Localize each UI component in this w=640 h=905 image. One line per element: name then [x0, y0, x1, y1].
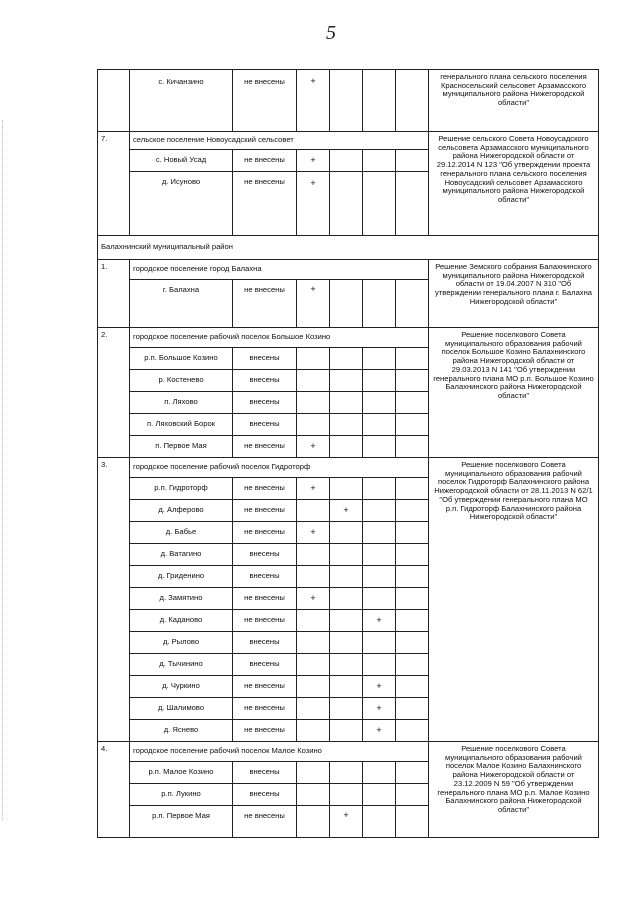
mark: +: [297, 150, 330, 172]
settlement-name: д. Алферово: [130, 500, 233, 522]
settlement-name: с. Кичанзино: [130, 70, 233, 132]
table-row: [98, 458, 599, 478]
changes-status: не внесены: [233, 280, 297, 328]
changes-status: не внесены: [233, 172, 297, 236]
changes-status: не внесены: [233, 588, 297, 610]
mark: +: [297, 172, 330, 236]
changes-status: не внесены: [233, 436, 297, 458]
mark: +: [363, 698, 396, 720]
mark: +: [363, 676, 396, 698]
settlement-name: д. Рылово: [130, 632, 233, 654]
changes-status: не внесены: [233, 806, 297, 838]
page-number: 5: [326, 22, 336, 44]
settlement-name: п. Ляхово: [130, 392, 233, 414]
decision-text: генерального плана сельского поселения Красносельский сельсовет Арзамасского муниципального района Нижегородской области": [429, 70, 599, 132]
row-number: 2.: [98, 328, 130, 458]
mark: +: [363, 720, 396, 742]
mark: +: [330, 806, 363, 838]
district-name: Балахнинский муниципальный район: [98, 236, 599, 260]
settlement-name: р.п. Гидроторф: [130, 478, 233, 500]
changes-status: внесены: [233, 348, 297, 370]
settlement-group-name: городское поселение рабочий поселок Большое Козино: [130, 328, 429, 348]
settlement-name: д. Каданово: [130, 610, 233, 632]
decision-text: Решение поселкового Совета муниципального образования рабочий поселок Малое Козино Балахнинского района Нижегородской области от 23.12.2009 N 59 "Об утверждении генерального плана МО р.п. Малое Козино Балахнинского района Нижегородской области": [429, 742, 599, 838]
settlement-name: р.п. Лукино: [130, 784, 233, 806]
table-row: [98, 236, 599, 260]
changes-status: внесены: [233, 566, 297, 588]
decision-text: Решение сельского Совета Новоусадского сельсовета Арзамасского муниципального района Нижегородской области от 29.12.2014 N 123 "Об утверждении проекта генерального плана сельского поселения Новоусадский сельсовет Арзамасского муниципального района Нижегородской области": [429, 132, 599, 236]
row-number: 1.: [98, 260, 130, 328]
changes-status: внесены: [233, 414, 297, 436]
settlement-group-name: городское поселение город Балахна: [130, 260, 429, 280]
table-row: [98, 260, 599, 280]
row-number: 3.: [98, 458, 130, 742]
changes-status: внесены: [233, 370, 297, 392]
changes-status: не внесены: [233, 610, 297, 632]
decision-text: Решение Земского собрания Балахнинского муниципального района Нижегородской области от 19.04.2007 N 310 "Об утверждении генерального плана г. Балахна Нижегородской области": [429, 260, 599, 328]
settlement-group-name: городское поселение рабочий поселок Гидроторф: [130, 458, 429, 478]
changes-status: внесены: [233, 544, 297, 566]
mark: +: [297, 522, 330, 544]
table-row: [98, 70, 599, 132]
scan-edge-line: [2, 120, 4, 820]
row-number: 4.: [98, 742, 130, 838]
settlement-name: с. Новый Усад: [130, 150, 233, 172]
settlement-name: д. Замятино: [130, 588, 233, 610]
changes-status: внесены: [233, 762, 297, 784]
changes-status: не внесены: [233, 720, 297, 742]
settlement-name: д. Бабье: [130, 522, 233, 544]
settlement-name: р. Костенево: [130, 370, 233, 392]
settlement-name: д. Гриденино: [130, 566, 233, 588]
mark: +: [297, 436, 330, 458]
settlement-name: п. Ляховский Борок: [130, 414, 233, 436]
table-row: [98, 328, 599, 348]
changes-status: не внесены: [233, 500, 297, 522]
settlement-name: г. Балахна: [130, 280, 233, 328]
settlement-name: п. Первое Мая: [130, 436, 233, 458]
mark: +: [297, 478, 330, 500]
settlement-group-name: сельское поселение Новоусадский сельсовет: [130, 132, 429, 150]
settlement-name: р.п. Первое Мая: [130, 806, 233, 838]
mark: +: [297, 588, 330, 610]
mark: +: [330, 500, 363, 522]
settlement-group-name: городское поселение рабочий поселок Малое Козино: [130, 742, 429, 762]
settlement-name: д. Чуркино: [130, 676, 233, 698]
settlement-name: д. Тычинино: [130, 654, 233, 676]
settlement-name: р.п. Большое Козино: [130, 348, 233, 370]
changes-status: не внесены: [233, 478, 297, 500]
table-row: [98, 132, 599, 150]
table-row: [98, 742, 599, 762]
changes-status: внесены: [233, 392, 297, 414]
settlement-name: д. Исуново: [130, 172, 233, 236]
mark: +: [297, 70, 330, 132]
mark: +: [297, 280, 330, 328]
settlement-name: д. Яснево: [130, 720, 233, 742]
changes-status: не внесены: [233, 150, 297, 172]
row-number: 7.: [98, 132, 130, 236]
changes-status: внесены: [233, 784, 297, 806]
mark: +: [363, 610, 396, 632]
settlement-name: д. Ватагино: [130, 544, 233, 566]
changes-status: внесены: [233, 632, 297, 654]
decision-text: Решение поселкового Совета муниципального образования рабочий поселок Большое Козино Балахнинского района Нижегородской области от 29.03.2013 N 141 "Об утверждении генерального плана МО р.п. Большое Козино Балахнинского района Нижегородской области": [429, 328, 599, 458]
changes-status: не внесены: [233, 676, 297, 698]
decision-text: Решение поселкового Совета муниципального образования рабочий поселок Гидроторф Балахнинского района Нижегородской области от 28.11.2013 N 62/1 "Об утверждении генерального плана МО р.п. Гидроторф Балахнинского района Нижегородской области": [429, 458, 599, 742]
settlement-name: д. Шалимово: [130, 698, 233, 720]
general-plans-table: [97, 69, 599, 838]
settlement-name: р.п. Малое Козино: [130, 762, 233, 784]
changes-status: не внесены: [233, 70, 297, 132]
changes-status: не внесены: [233, 698, 297, 720]
changes-status: не внесены: [233, 522, 297, 544]
changes-status: внесены: [233, 654, 297, 676]
